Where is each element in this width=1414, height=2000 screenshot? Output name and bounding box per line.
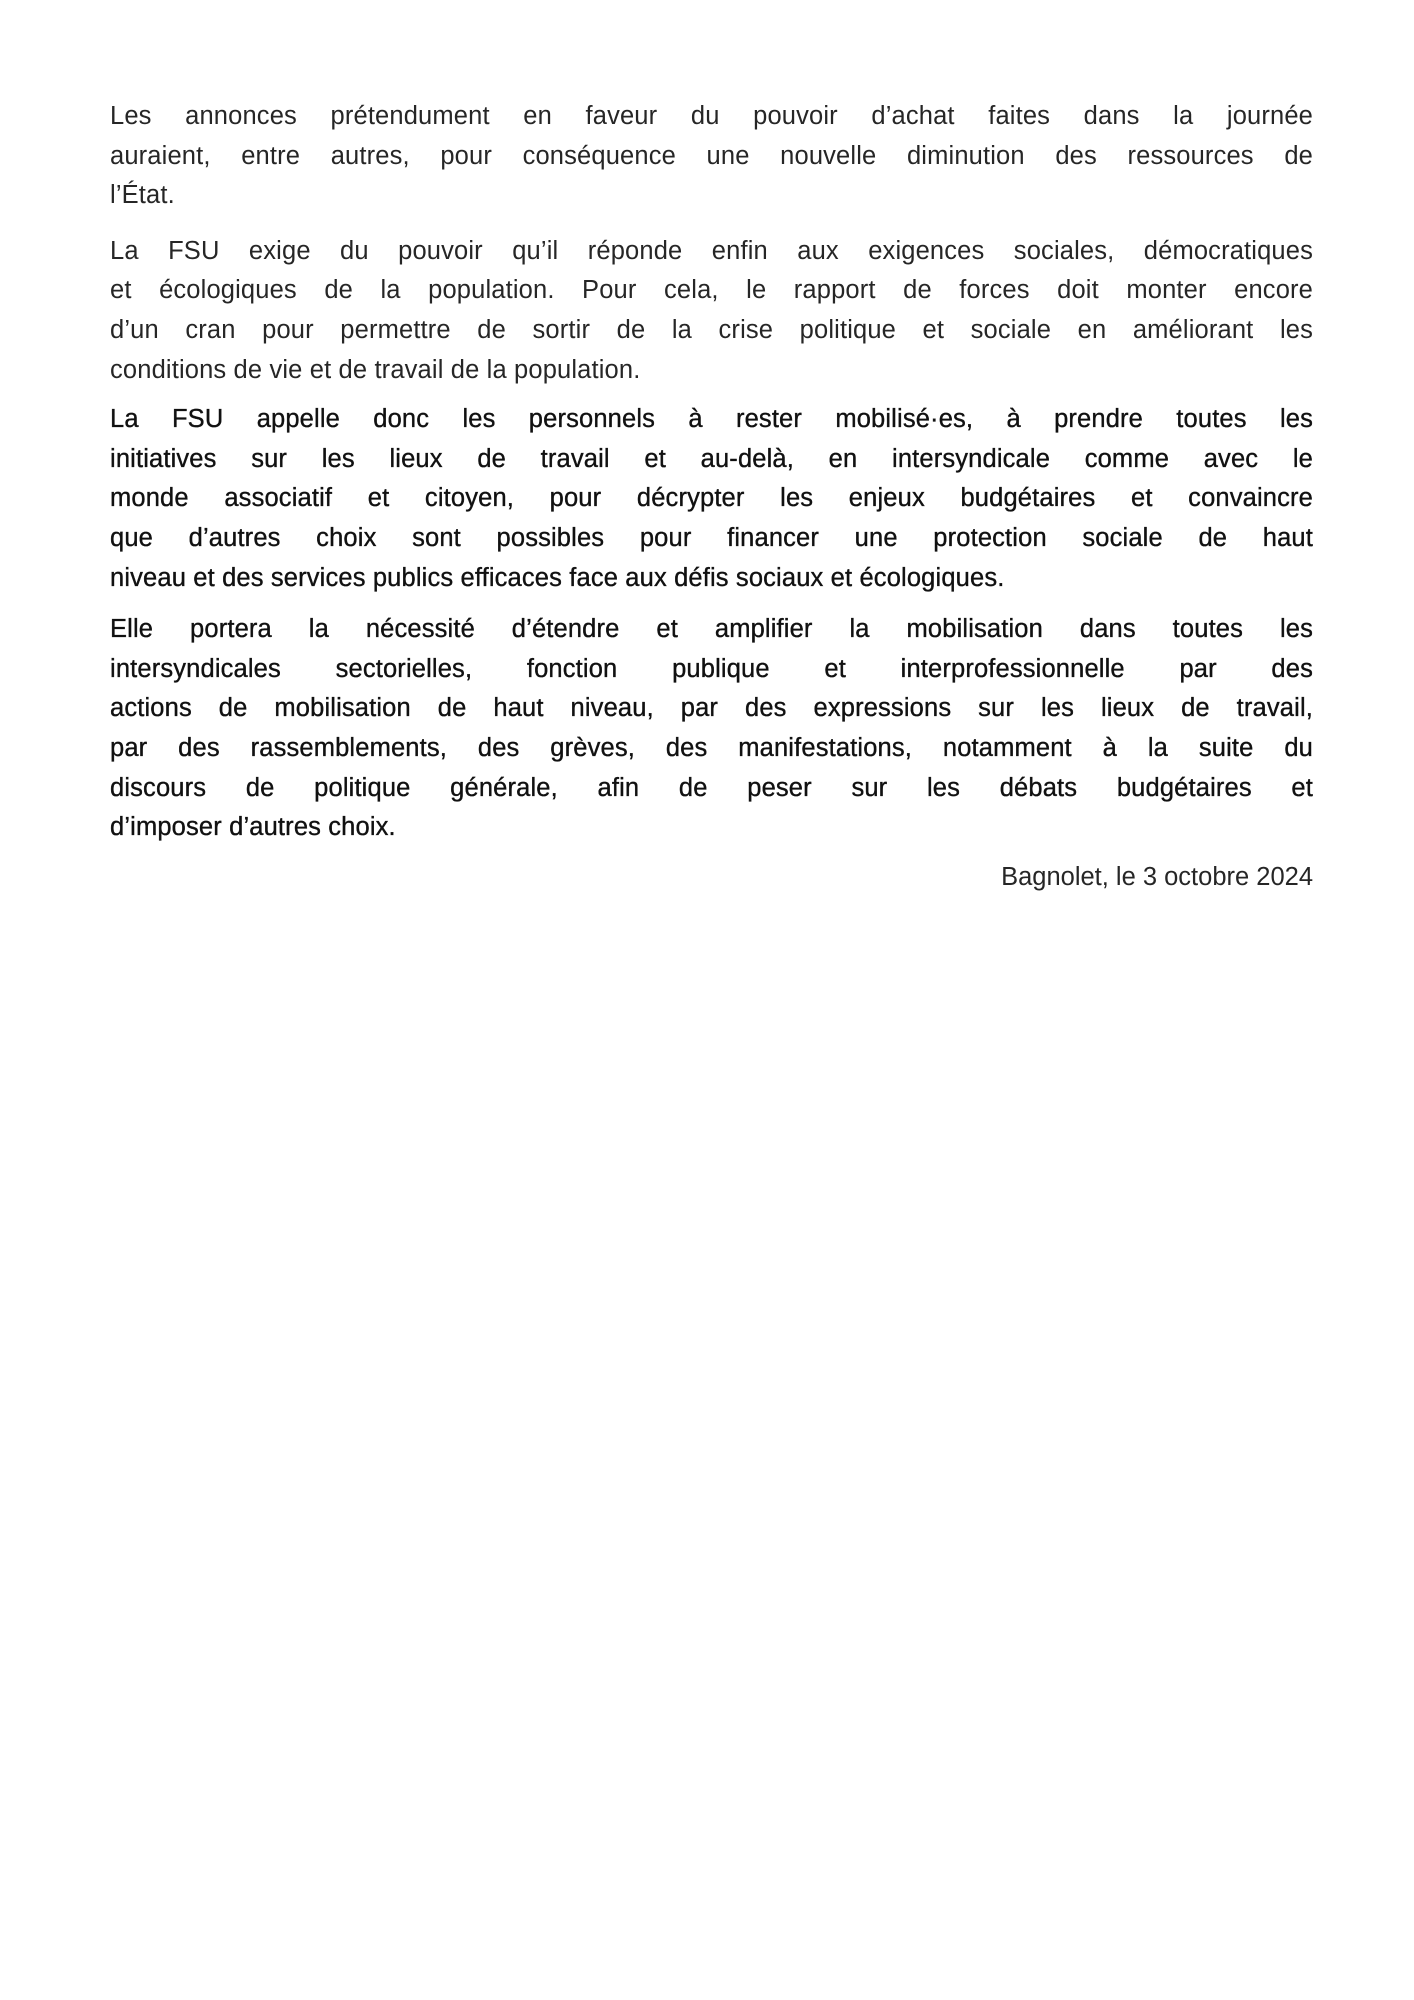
text-line: monde associatif et citoyen, pour décrypter les enjeux budgétaires et convaincre — [110, 484, 1313, 513]
text-line: intersyndicales sectorielles, fonction publique et interprofessionnelle par des — [110, 654, 1313, 683]
text-line: La FSU appelle donc les personnels à rester mobilisé·es, à prendre toutes les — [110, 405, 1313, 434]
text-line: niveau et des services publics efficaces face aux défis sociaux et écologiques. — [110, 563, 1005, 592]
text-line: que d’autres choix sont possibles pour financer une protection sociale de haut — [110, 523, 1313, 552]
text-line: discours de politique générale, afin de peser sur les débats budgétaires et — [110, 773, 1313, 802]
paragraph-purchasing-power — [110, 97, 1313, 216]
text-line: l’État. — [110, 181, 175, 210]
text-line: d’un cran pour permettre de sortir de la crise politique et sociale en améliorant les — [110, 315, 1313, 344]
text-line: et écologiques de la population. Pour cela, le rapport de forces doit monter encore — [110, 276, 1313, 305]
text-line: par des rassemblements, des grèves, des manifestations, notamment à la suite du — [110, 733, 1313, 762]
text-line: La FSU exige du pouvoir qu’il réponde enfin aux exigences sociales, démocratiques — [110, 236, 1313, 265]
text-line: actions de mobilisation de haut niveau, par des expressions sur les lieux de travail, — [110, 694, 1313, 723]
text-line: Les annonces prétendument en faveur du pouvoir d’achat faites dans la journée — [110, 102, 1313, 130]
text-line: conditions de vie et de travail de la population. — [110, 355, 641, 384]
signature-date: Bagnolet, le 3 octobre 2024 — [1001, 862, 1313, 891]
document-page — [110, 97, 1313, 897]
text-line: initiatives sur les lieux de travail et au-delà, en intersyndicale comme avec le — [110, 444, 1313, 473]
paragraph-mobilisation — [110, 610, 1313, 848]
paragraph-fsu-demands — [110, 232, 1313, 390]
text-line: Elle portera la nécessité d’étendre et amplifier la mobilisation dans toutes les — [110, 615, 1313, 644]
text-line: auraient, entre autres, pour conséquence une nouvelle diminution des ressources de — [110, 141, 1313, 170]
text-line: d’imposer d’autres choix. — [110, 813, 396, 842]
paragraph-fsu-call — [110, 400, 1313, 598]
